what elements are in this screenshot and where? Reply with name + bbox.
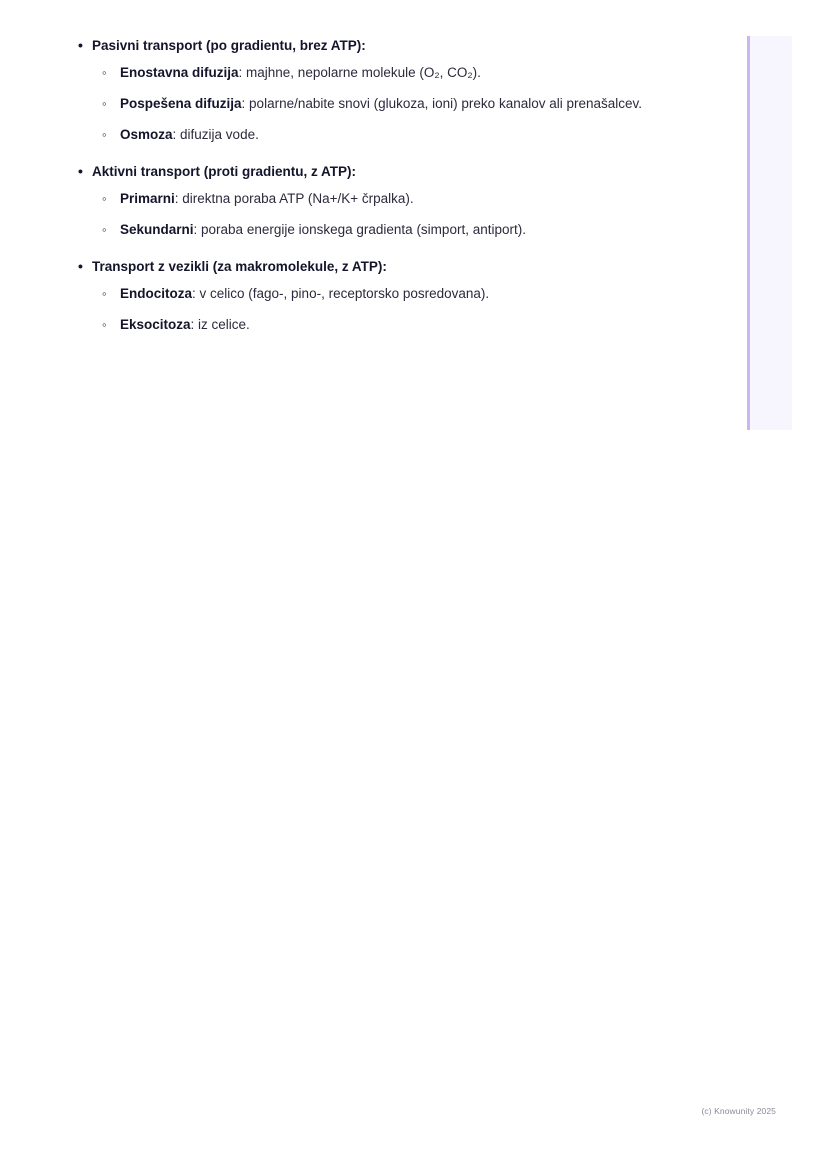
outline-list bbox=[72, 36, 672, 336]
list-item bbox=[100, 62, 672, 84]
footer-copyright: (c) Knowunity 2025 bbox=[701, 1106, 776, 1116]
section-group bbox=[72, 257, 672, 336]
list-item bbox=[100, 219, 672, 241]
section-title: • Aktivni transport (proti gradientu, z ATP): bbox=[72, 162, 672, 182]
list-item-term: Sekundarni bbox=[120, 221, 194, 237]
list-item bbox=[100, 188, 672, 210]
list-item-term: Pospešena difuzija bbox=[120, 96, 242, 112]
section-items bbox=[72, 62, 672, 146]
list-item-term: Enostavna difuzija bbox=[120, 65, 239, 81]
list-item-text: : difuzija vode. bbox=[172, 126, 259, 142]
list-item-term: Primarni bbox=[120, 191, 175, 207]
section-items bbox=[72, 188, 672, 241]
list-item bbox=[100, 283, 672, 305]
list-item bbox=[100, 124, 672, 146]
section-title: • Pasivni transport (po gradientu, brez ATP): bbox=[72, 36, 672, 56]
list-item bbox=[100, 93, 672, 115]
list-item-text: : majhne, nepolarne molekule (O₂, CO₂). bbox=[238, 65, 481, 81]
list-item bbox=[100, 314, 672, 336]
list-item-text: : v celico (fago-, pino-, receptorsko posredovana). bbox=[192, 286, 490, 302]
list-item-text: : poraba energije ionskega gradienta (simport, antiport). bbox=[193, 221, 526, 237]
list-item-term: Endocitoza bbox=[120, 286, 193, 302]
decorative-side-panel bbox=[747, 36, 792, 430]
list-item-text: : iz celice. bbox=[190, 316, 250, 332]
section-title: • Transport z vezikli (za makromolekule, z ATP): bbox=[72, 257, 672, 277]
list-item-term: Osmoza bbox=[120, 126, 173, 142]
section-group bbox=[72, 36, 672, 146]
section-group bbox=[72, 162, 672, 241]
list-item-term: Eksocitoza bbox=[120, 316, 191, 332]
list-item-text: : polarne/nabite snovi (glukoza, ioni) preko kanalov ali prenašalcev. bbox=[241, 96, 643, 112]
document-content bbox=[72, 36, 672, 352]
section-items bbox=[72, 283, 672, 336]
list-item-text: : direktna poraba ATP (Na+/K+ črpalka). bbox=[174, 191, 414, 207]
